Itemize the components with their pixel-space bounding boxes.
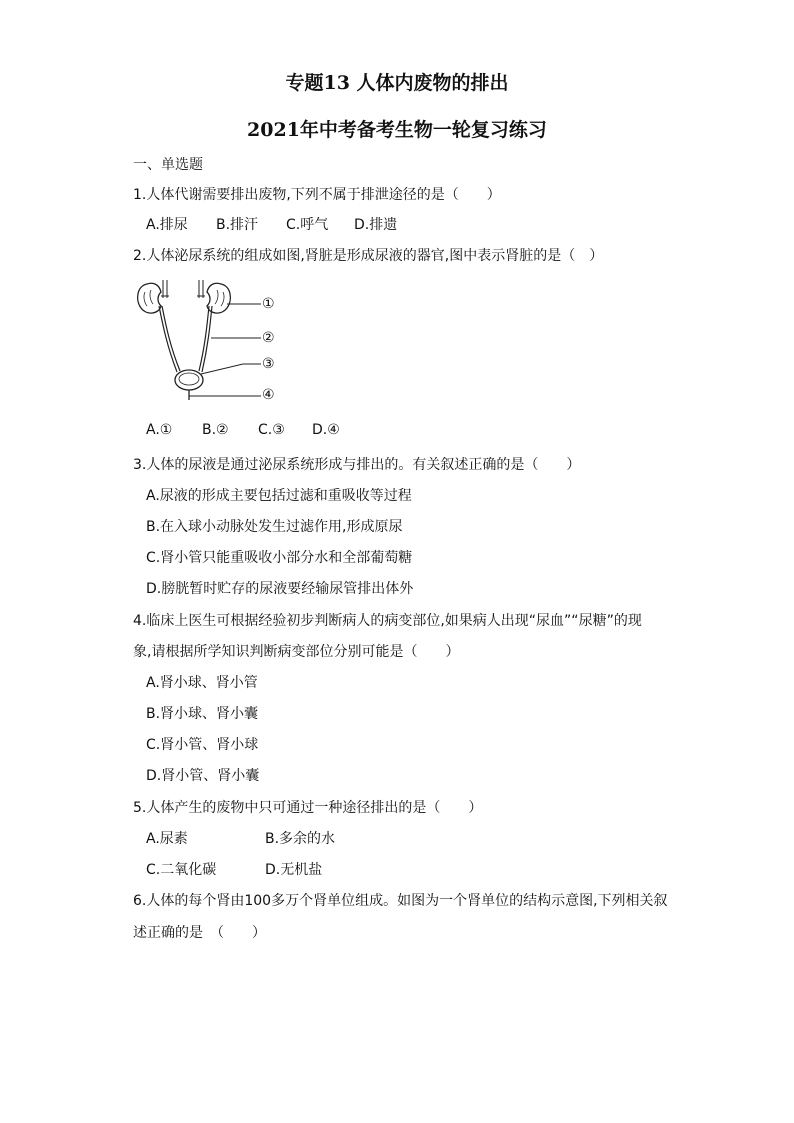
label-pointers <box>189 304 261 396</box>
figure-label-1: ① <box>262 296 275 312</box>
q3-option-c: C.肾小管只能重吸收小部分水和全部葡萄糖 <box>146 550 413 566</box>
left-kidney <box>138 283 161 313</box>
question-3-stem: 3.人体的尿液是通过泌尿系统形成与排出的。有关叙述正确的是（ ） <box>133 457 581 473</box>
q5-option-a: A.尿素 <box>146 831 188 847</box>
q4-option-c: C.肾小管、肾小球 <box>146 737 259 753</box>
ureters <box>159 306 212 372</box>
question-4-stem-line1: 4.临床上医生可根据经验初步判断病人的病变部位,如果病人出现“尿血”“尿糖”的现 <box>133 613 642 629</box>
question-6-stem-line1: 6.人体的每个肾由100多万个肾单位组成。如图为一个肾单位的结构示意图,下列相关叙 <box>133 893 668 909</box>
q2-option-c: C.③ <box>258 422 285 438</box>
q5-option-d: D.无机盐 <box>265 862 323 878</box>
q3-option-b: B.在入球小动脉处发生过滤作用,形成原尿 <box>146 519 403 535</box>
q3-option-a: A.尿液的形成主要包括过滤和重吸收等过程 <box>146 488 412 504</box>
question-1-stem: 1.人体代谢需要排出废物,下列不属于排泄途径的是（ ） <box>133 187 501 203</box>
q5-option-b: B.多余的水 <box>265 831 336 847</box>
q2-option-d: D.④ <box>312 422 340 438</box>
q1-option-c: C.呼气 <box>286 217 329 233</box>
q4-option-d: D.肾小管、肾小囊 <box>146 768 260 784</box>
figure-label-2: ② <box>262 330 275 346</box>
q2-option-b: B.② <box>202 422 229 438</box>
q2-option-a: A.① <box>146 422 173 438</box>
page-subtitle: 2021年中考备考生物一轮复习练习 <box>247 119 547 141</box>
q4-option-b: B.肾小球、肾小囊 <box>146 706 259 722</box>
bladder <box>175 370 203 390</box>
question-6-stem-line2: 述正确的是 （ ） <box>133 925 266 941</box>
question-5-stem: 5.人体产生的废物中只可通过一种途径排出的是（ ） <box>133 800 483 816</box>
q1-option-a: A.排尿 <box>146 217 188 233</box>
q5-option-c: C.二氧化碳 <box>146 862 217 878</box>
q1-option-d: D.排遗 <box>354 217 398 233</box>
q1-option-b: B.排汗 <box>216 217 259 233</box>
page-title: 专题13 人体内废物的排出 <box>285 72 509 94</box>
question-4-stem-line2: 象,请根据所学知识判断病变部位分别可能是（ ） <box>133 644 460 660</box>
urinary-system-figure <box>133 276 283 406</box>
figure-label-3: ③ <box>262 356 275 372</box>
figure-label-4: ④ <box>262 387 275 403</box>
q3-option-d: D.膀胱暂时贮存的尿液要经输尿管排出体外 <box>146 581 414 597</box>
blood-vessels <box>161 280 205 298</box>
section-heading: 一、单选题 <box>133 157 203 173</box>
question-2-stem: 2.人体泌尿系统的组成如图,肾脏是形成尿液的器官,图中表示肾脏的是（ ） <box>133 248 604 264</box>
right-kidney <box>207 283 230 313</box>
q4-option-a: A.肾小球、肾小管 <box>146 675 258 691</box>
